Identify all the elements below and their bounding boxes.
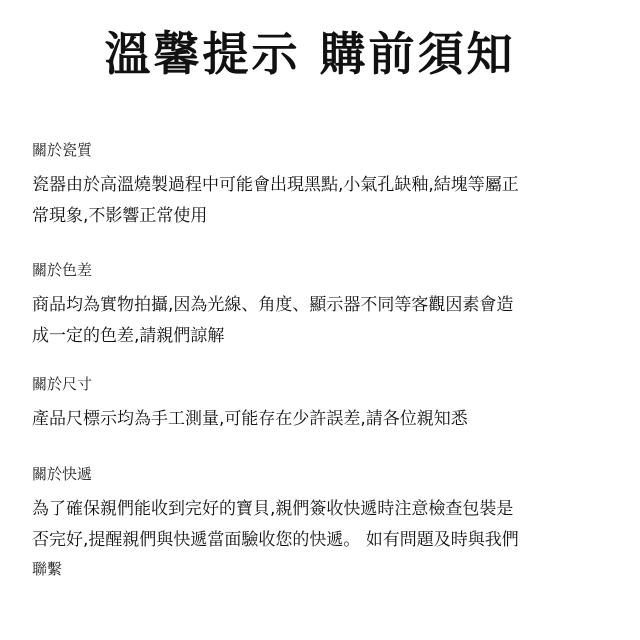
section-text-line: 瓷器由於高溫燒製過程中可能會出現黑點,小氣孔缺釉,結塊等屬正 bbox=[32, 175, 519, 195]
section-porcelain bbox=[32, 140, 622, 232]
section-text-line: 否完好,提醒親們與快遞當面驗收您的快遞。 如有問題及時與我們 bbox=[32, 530, 519, 550]
section-text-line: 常現象,不影響正常使用 bbox=[32, 206, 208, 226]
section-text-line: 聯繫 bbox=[32, 560, 63, 578]
section-text-line: 商品均為實物拍攝,因為光線、角度、顯示器不同等客觀因素會造 bbox=[32, 295, 514, 315]
section-color-difference bbox=[32, 260, 622, 352]
section-heading: 關於快遞 bbox=[32, 465, 93, 483]
page-title: 溫馨提示 購前須知 bbox=[104, 27, 516, 81]
section-heading: 關於瓷質 bbox=[32, 141, 93, 159]
section-size bbox=[32, 374, 622, 435]
section-text-line: 為了確保親們能收到完好的寶貝,親們簽收快遞時注意檢查包裝是 bbox=[32, 499, 514, 519]
section-heading: 關於色差 bbox=[32, 261, 93, 279]
section-delivery bbox=[32, 464, 622, 582]
section-heading: 關於尺寸 bbox=[32, 375, 93, 393]
section-text-line: 成一定的色差,請親們諒解 bbox=[32, 326, 225, 346]
section-text-line: 產品尺標示均為手工測量,可能存在少許誤差,請各位親知悉 bbox=[32, 409, 468, 429]
